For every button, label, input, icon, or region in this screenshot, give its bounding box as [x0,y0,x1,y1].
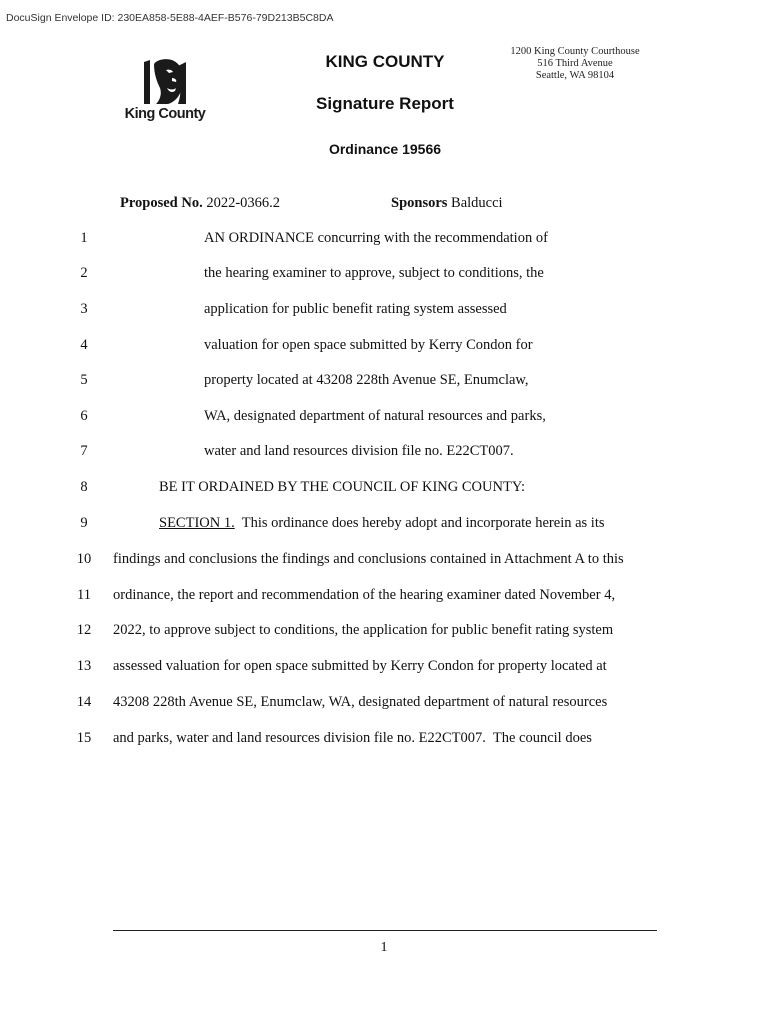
section-text: This ordinance does hereby adopt and incorporate herein as its [234,515,605,531]
sponsors [391,195,503,212]
courthouse-address [500,46,650,82]
ordinance-line: assessed valuation for open space submitted by Kerry Condon for property located at [113,658,607,674]
sponsors-label: Sponsors [391,195,448,211]
ordinance-line: BE IT ORDAINED BY THE COUNCIL OF KING COUNTY: [159,479,525,495]
docusign-envelope-id: DocuSign Envelope ID: 230EA858-5E88-4AEF-B576-79D213B5C8DA [6,12,334,24]
ordinance-line [159,515,605,535]
ordinance-line: and parks, water and land resources division file no. E22CT007. The council does [113,730,592,746]
ordinance-line: application for public benefit rating system assessed [204,301,507,317]
ordinance-line: 43208 228th Avenue SE, Enumclaw, WA, designated department of natural resources [113,694,608,710]
line-number: 4 [80,337,88,353]
ordinance-line: valuation for open space submitted by Kerry Condon for [204,337,533,353]
report-title: Signature Report [316,94,454,113]
line-number: 6 [80,408,88,424]
ordinance-line: 2022, to approve subject to conditions, the application for public benefit rating system [113,622,614,638]
line-number: 15 [76,730,92,746]
address-line: Seattle, WA 98104 [535,70,615,81]
ordinance-line: AN ORDINANCE concurring with the recommendation of [204,230,548,246]
logo-text: King County [124,106,206,122]
ordinance-line: the hearing examiner to approve, subject to conditions, the [204,265,544,281]
ordinance-title: Ordinance 19566 [328,141,442,157]
line-number: 13 [76,658,92,674]
address-line: 1200 King County Courthouse [510,46,640,57]
proposed-value: 2022-0366.2 [206,195,281,211]
ordinance-line: property located at 43208 228th Avenue SE, Enumclaw, [204,372,529,388]
line-number: 1 [80,230,88,246]
proposed-number [120,195,280,212]
line-number: 7 [80,443,88,459]
line-number: 9 [80,515,88,531]
line-number: 14 [76,694,92,710]
line-number: 10 [76,551,92,567]
line-number: 12 [76,622,92,638]
ordinance-line: WA, designated department of natural resources and parks, [204,408,546,424]
sponsors-value: Balducci [451,195,503,211]
king-county-logo [118,58,212,128]
ordinance-line: ordinance, the report and recommendation of the hearing examiner dated November 4, [113,587,616,603]
county-title: KING COUNTY [325,52,445,71]
section-heading: SECTION 1. [159,515,235,531]
address-line: 516 Third Avenue [537,58,613,69]
king-county-mlk-logo-icon [142,58,188,106]
line-number: 2 [80,265,88,281]
footer-divider [113,930,657,931]
ordinance-line: water and land resources division file no. E22CT007. [204,443,514,459]
proposed-label: Proposed No. [120,195,203,211]
ordinance-line: findings and conclusions the findings and conclusions contained in Attachment A to this [113,551,624,567]
line-number: 3 [80,301,88,317]
line-number: 5 [80,372,88,388]
page-number: 1 [380,940,388,955]
line-number: 8 [80,479,88,495]
line-number: 11 [77,587,91,603]
